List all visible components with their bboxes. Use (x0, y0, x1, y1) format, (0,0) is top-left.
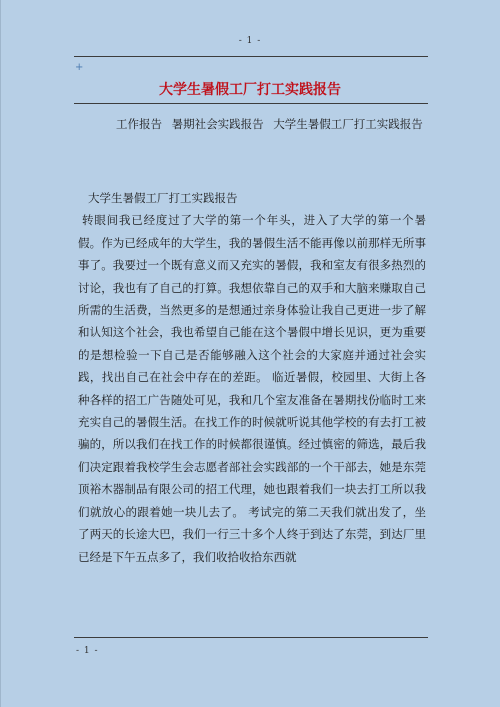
anchor-mark: + (75, 62, 84, 73)
header-page-number: - 1 - (238, 36, 262, 46)
body-subheading: 大学生暑假工厂打工实践报告 (88, 191, 238, 205)
footer-page-number: - 1 - (76, 646, 99, 656)
body-paragraph: 转眼间我已经度过了大学的第一个年头，进入了大学的第一个暑假。作为已经成年的大学生，我的暑假生活不能再像以前那样无所事事了。我要过一个既有意义而又充实的暑假，我和室友有很多热烈的讨论，我也有了自己的打算。我想依靠自己的双手和大脑来赚取自己所需的生活费，当然更多的是想通过亲身体验让我自己更进一步了解和认知这个社会，我也希望自己能在这个暑假中增长见识，更为重要的是想检验一下自己是否能够融入这个社会的大家庭并通过社会实践，找出自己在社会中存在的差距。 临近暑假，校园里、大街上各种各样的招工广告随处可见，我和几个室友准备在暑期找份临时工来充实自己的暑假生活。在找工作的时候就听说其他学校的有去打工被骗的，所以我们在找工作的时候都很谨慎。经过慎密的筛选，最后我们决定跟着我校学生会志愿者部社会实践部的一个干部去，她是东莞顶裕木器制品有限公司的招工代理，她也跟着我们一块去打工所以我们就放心的跟着她一块儿去了。 考试完的第二天我们就出发了，坐了两天的长途大巴，我们一行三十多个人终于到达了东莞，到达厂里已经是下午五点多了，我们收拾收拾东西就 (78, 213, 426, 564)
title-rule (74, 103, 428, 104)
keywords-line: 工作报告 暑期社会实践报告 大学生暑假工厂打工实践报告 (116, 117, 423, 131)
footer-rule (74, 637, 428, 638)
header-rule (74, 56, 428, 57)
document-body (78, 187, 426, 568)
document-title: 大学生暑假工厂打工实践报告 (159, 82, 341, 98)
